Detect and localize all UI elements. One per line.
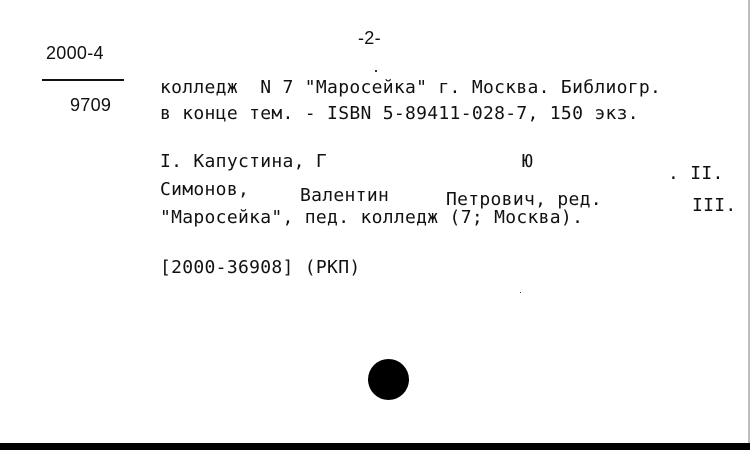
punch-hole (368, 359, 409, 400)
entry-line-2-b: Валентин (300, 185, 390, 206)
entry-line-1-end: . II. (668, 163, 724, 184)
body-line-1: колледж N 7 "Маросейка" г. Москва. Библиогр. (160, 77, 662, 98)
class-code: 2000-4 (46, 43, 104, 63)
entry-line-2-end: III. (692, 195, 737, 216)
page-number: -2- (358, 28, 381, 48)
dust-speck (520, 292, 521, 293)
scan-border (0, 443, 750, 450)
body-line-2: в конце тем. - ISBN 5-89411-028-7, 150 экз. (160, 103, 639, 124)
entry-line-1-mark: Ю (522, 151, 534, 172)
dust-speck (375, 70, 377, 72)
divider-line (42, 79, 124, 81)
entry-line-2-c: Петрович, ред. (446, 189, 602, 210)
card-number: 9709 (70, 95, 112, 115)
entry-line-2-a: Симонов, (160, 179, 250, 200)
entry-line-1-label: I. Капустина, Г (160, 151, 328, 172)
entry-line-3: "Маросейка", пед. колледж (7; Москва). (160, 207, 584, 228)
record-id: [2000-36908] (РКП) (160, 257, 361, 278)
